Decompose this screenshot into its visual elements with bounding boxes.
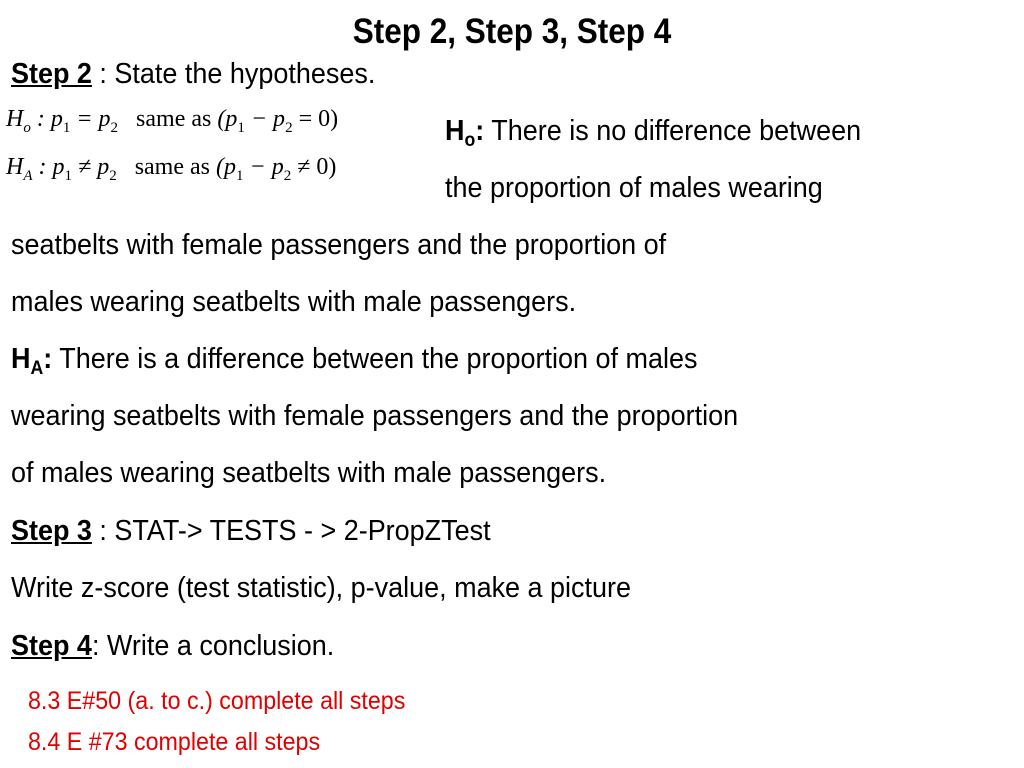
step4-text: : Write a conclusion. [91,630,335,662]
h0-colon: : [475,115,485,147]
ha-label-sub: A [30,358,44,379]
h0-minus: − p [244,106,286,132]
ha-same-as: same as [134,154,210,180]
h0-same-as: same as [136,106,212,132]
step3-line [11,513,491,549]
step4-label: Step 4 [11,630,92,662]
assignment-line1: 8.3 E#50 (a. to c.) complete all steps [28,687,406,715]
h0-symbol: H [6,106,24,132]
ha-symbol-sub: A [23,168,33,184]
h0-sub1: 1 [62,120,71,136]
h0-op: = p [70,106,111,132]
ha-sub2: 2 [109,168,117,184]
ha-line1-text: There is a difference between the proportion of males [52,343,698,375]
h0-text-line2: the proportion of males wearing [445,172,823,204]
h0-label: H [445,115,465,147]
ha-sub1: 1 [64,168,73,184]
ha-text-line1 [11,341,697,387]
step3-instructions: Write z-score (test statistic), p-value, make a picture [11,572,632,604]
h0-paren: (p [217,106,238,132]
h0-sub2: 2 [110,120,119,136]
h0-lhs: : p [30,106,63,132]
h0-text-line3: seatbelts with female passengers and the proportion of [11,229,667,261]
step2-line [11,56,375,92]
ha-label: H [11,343,31,375]
step2-text: : State the hypotheses. [91,58,376,90]
h0-text-line4: males wearing seatbelts with male passengers. [11,286,577,318]
ha-symbol: H [6,154,24,180]
step3-text: : STAT-> TESTS - > 2-PropZTest [91,515,491,547]
ha-minus: − p [243,154,284,180]
assignment-line2: 8.4 E #73 complete all steps [28,728,321,756]
ha-colon: : [43,343,53,375]
slide-title: Step 2, Step 3, Step 4 [352,12,672,51]
h0-label-sub: o [464,130,476,151]
ha-op: ≠ p [72,154,110,180]
null-hypothesis-formula: $H_o$ : $p_1 = p_2$ same as $(p_1 - p_2 = 0)$ [6,106,339,136]
ha-lhs: : p [32,154,65,180]
step2-label: Step 2 [11,58,92,90]
ha-tail: ≠ 0) [291,154,337,180]
ha-text-line2: wearing seatbelts with female passengers and the proportion [11,400,739,432]
h0-line1-text: There is no difference between [484,115,862,147]
h0-symbol-sub: o [23,120,31,136]
ha-text-line3: of males wearing seatbelts with male passengers. [11,457,607,489]
h0-tail: = 0) [292,106,339,132]
alternative-hypothesis-formula: $H_A$ : $p_1 \ne p_2$ same as $(p_1 - p_2 \ne 0)$ [6,154,337,184]
ha-paren: (p [216,154,236,180]
h0-text-line1 [445,113,861,159]
step3-label: Step 3 [11,515,92,547]
step4-line [11,628,334,664]
